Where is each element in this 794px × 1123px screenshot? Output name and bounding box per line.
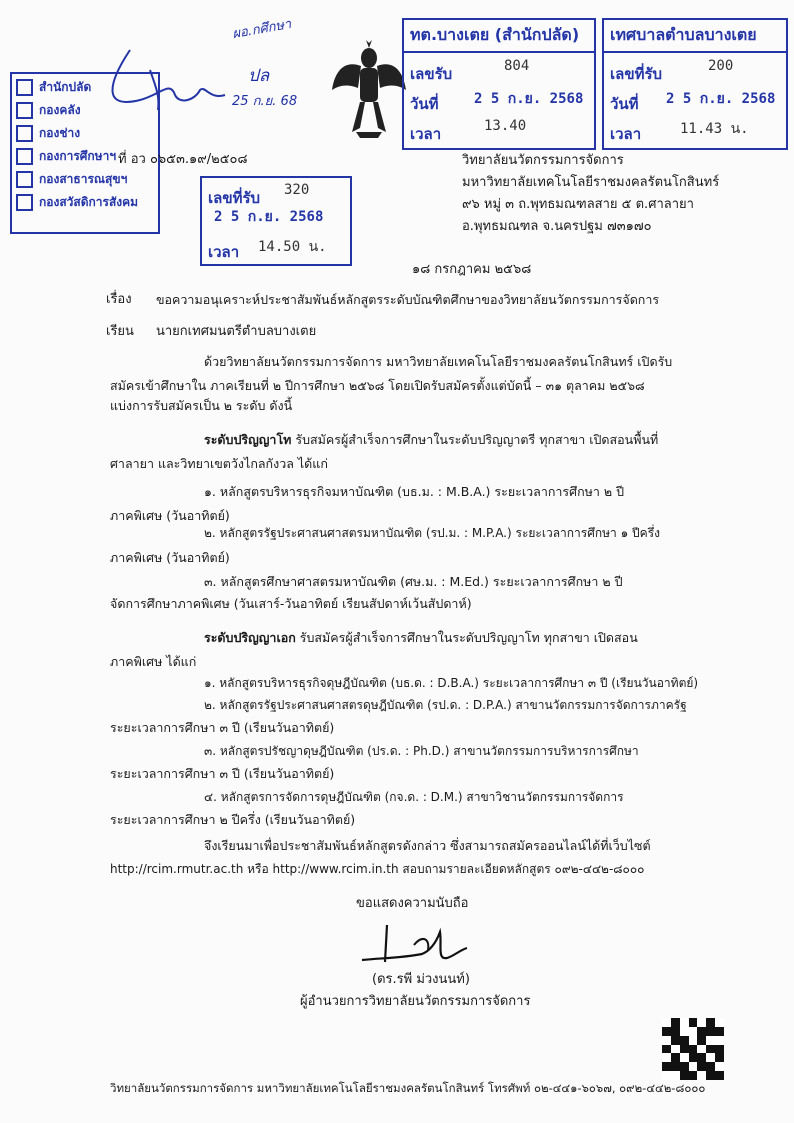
stamp-label: เลขที่รับ — [610, 65, 663, 83]
handwritten-date: 25 ก.ย. 68 — [232, 94, 298, 109]
garuda-emblem — [330, 40, 408, 140]
routing-item: กองช่าง — [16, 122, 154, 145]
masters-item: ๒. หลักสูตรรัฐประศาสนศาสตรมหาบัณฑิต (รป.ม. : M.P.A.) ระยะเวลาการศึกษา ๑ ปีครึ่ง — [204, 526, 660, 540]
letter-date: ๑๘ กรกฎาคม ๒๕๖๘ — [412, 262, 532, 277]
stamp-date: 2 5 ก.ย. 2568 — [214, 209, 324, 225]
receipt-stamp-center — [402, 18, 596, 150]
doctoral-item: ๓. หลักสูตรปรัชญาดุษฎีบัณฑิต (ปร.ด. : Ph.D.) สาขานวัตกรรมการบริหารการศึกษา — [204, 744, 639, 758]
masters-item-cont: จัดการศึกษาภาคพิเศษ (วันเสาร์-วันอาทิตย์ เรียนสัปดาห์เว้นสัปดาห์) — [110, 596, 472, 611]
routing-item: กองสวัสดิการสังคม — [16, 191, 154, 214]
closing-line: http://rcim.rmutr.ac.th หรือ http://www.rcim.in.th สอบถามรายละเอียดหลักสูตร ๐๙๒-๔๔๒-๘๐๐๐ — [110, 862, 645, 876]
checkbox-icon — [16, 171, 33, 188]
stamp-title: ทต.บางเตย (สำนักปลัด) — [404, 20, 594, 53]
masters-heading: ระดับปริญญาโท — [204, 432, 292, 447]
stamp-time: 13.40 — [484, 118, 527, 134]
masters-item: ๓. หลักสูตรศึกษาศาสตรมหาบัณฑิต (ศษ.ม. : M.Ed.) ระยะเวลาการศึกษา ๒ ปี — [204, 574, 623, 589]
doctoral-item-cont: ระยะเวลาการศึกษา ๒ ปีครึ่ง (เรียนวันอาทิตย์) — [110, 812, 356, 827]
masters-desc-cont: ศาลายา และวิทยาเขตวังไกลกังวล ได้แก่ — [110, 456, 328, 471]
receipt-stamp-right — [602, 18, 788, 150]
doctoral-item: ๒. หลักสูตรรัฐประศาสนศาสตรดุษฎีบัณฑิต (รป.ด. : D.P.A.) สาขานวัตกรรมการจัดการภาครัฐ — [204, 698, 687, 712]
stamp-label: วันที่ — [410, 95, 439, 113]
to-text: นายกเทศมนตรีตำบลบางเตย — [156, 324, 317, 339]
routing-item: สำนักปลัด — [16, 76, 154, 99]
stamp-label: เลขที่รับ — [208, 189, 261, 207]
stamp-label: วันที่ — [610, 95, 639, 113]
masters-item-cont: ภาคพิเศษ (วันอาทิตย์) — [110, 508, 230, 523]
handwritten-signature — [100, 40, 240, 120]
stamp-time: 11.43 น. — [680, 121, 749, 137]
address-line: วิทยาลัยนวัตกรรมการจัดการ — [462, 153, 624, 168]
stamp-title: เทศบาลตำบลบางเตย — [604, 20, 786, 53]
stamp-date: 2 5 ก.ย. 2568 — [474, 91, 584, 107]
routing-item: กองคลัง — [16, 99, 154, 122]
intro-line: แบ่งการรับสมัครเป็น ๒ ระดับ ดังนี้ — [110, 398, 293, 413]
subject-text: ขอความอนุเคราะห์ประชาสัมพันธ์หลักสูตรระดับบัณฑิตศึกษาของวิทยาลัยนวัตกรรมการจัดการ — [156, 292, 660, 307]
stamp-received-no: 200 — [708, 58, 734, 74]
doctoral-item-cont: ระยะเวลาการศึกษา ๓ ปี (เรียนวันอาทิตย์) — [110, 766, 335, 781]
doctoral-desc: รับสมัครผู้สำเร็จการศึกษาในระดับปริญญาโท ทุกสาขา เปิดสอน — [295, 630, 638, 645]
checkbox-icon — [16, 148, 33, 165]
receipt-stamp-left — [200, 176, 352, 266]
closing-line: จึงเรียนมาเพื่อประชาสัมพันธ์หลักสูตรดังกล่าว ซึ่งสามารถสมัครออนไลน์ได้ที่เว็บไซต์ — [204, 838, 651, 853]
masters-heading-line — [204, 432, 658, 447]
subject-label: เรื่อง — [106, 292, 132, 307]
masters-item: ๑. หลักสูตรบริหารธุรกิจมหาบัณฑิต (บธ.ม. : M.B.A.) ระยะเวลาการศึกษา ๒ ปี — [204, 484, 625, 499]
regards: ขอแสดงความนับถือ — [356, 896, 469, 911]
handwritten-note: ปล — [248, 66, 270, 86]
stamp-label: เลขรับ — [410, 65, 453, 83]
stamp-label: เวลา — [610, 125, 642, 143]
stamp-label: เวลา — [208, 243, 240, 261]
stamp-label: เวลา — [410, 125, 442, 143]
doctoral-item-cont: ระยะเวลาการศึกษา ๓ ปี (เรียนวันอาทิตย์) — [110, 720, 335, 735]
doctoral-heading-line — [204, 630, 638, 645]
reference-number: ที่ อว ๐๖๕๓.๑๙/๒๕๐๘ — [118, 152, 248, 167]
masters-item-cont: ภาคพิเศษ (วันอาทิตย์) — [110, 550, 230, 565]
to-label: เรียน — [106, 324, 134, 339]
signature-image — [352, 920, 472, 970]
handwritten-note: ผอ.กศึกษา — [231, 16, 293, 43]
checkbox-icon — [16, 102, 33, 119]
footer-text: วิทยาลัยนวัตกรรมการจัดการ มหาวิทยาลัยเทคโนโลยีราชมงคลรัตนโกสินทร์ โทรศัพท์ ๐๒-๔๔๑-๖๐๖๗, ๐๙๒-๔๔๒-๘๐๐๐ — [110, 1081, 706, 1095]
doctoral-heading: ระดับปริญญาเอก — [204, 630, 296, 645]
doctoral-item: ๑. หลักสูตรบริหารธุรกิจดุษฎีบัณฑิต (บธ.ด. : D.B.A.) ระยะเวลาการศึกษา ๓ ปี (เรียนวันอาทิตย์) — [204, 676, 699, 690]
signatory-name: (ดร.รพี ม่วงนนท์) — [372, 972, 470, 987]
doctoral-item: ๔. หลักสูตรการจัดการดุษฎีบัณฑิต (กจ.ด. : D.M.) สาขาวิชานวัตกรรมการจัดการ — [204, 790, 624, 804]
intro-line: ด้วยวิทยาลัยนวัตกรรมการจัดการ มหาวิทยาลัยเทคโนโลยีราชมงคลรัตนโกสินทร์ เปิดรับ — [204, 354, 673, 369]
address-line: มหาวิทยาลัยเทคโนโลยีราชมงคลรัตนโกสินทร์ — [462, 175, 720, 190]
stamp-received-no: 320 — [284, 182, 310, 198]
routing-item: กองการศึกษาฯ — [16, 145, 154, 168]
intro-line: สมัครเข้าศึกษาใน ภาคเรียนที่ ๒ ปีการศึกษา ๒๕๖๘ โดยเปิดรับสมัครตั้งแต่บัดนี้ – ๓๑ ตุลาคม ๒๕๖๘ — [110, 378, 645, 393]
checkbox-icon — [16, 125, 33, 142]
checkbox-icon — [16, 194, 33, 211]
doctoral-desc-cont: ภาคพิเศษ ได้แก่ — [110, 654, 197, 669]
sender-address — [462, 150, 719, 238]
address-line: อ.พุทธมณฑล จ.นครปฐม ๗๓๑๗๐ — [462, 219, 652, 234]
address-line: ๙๖ หมู่ ๓ ถ.พุทธมณฑลสาย ๕ ต.ศาลายา — [462, 197, 694, 212]
checkbox-icon — [16, 79, 33, 96]
signatory-position: ผู้อำนวยการวิทยาลัยนวัตกรรมการจัดการ — [300, 994, 531, 1009]
masters-desc: รับสมัครผู้สำเร็จการศึกษาในระดับปริญญาตรี ทุกสาขา เปิดสอนพื้นที่ — [291, 432, 659, 447]
qr-code-icon — [662, 1018, 724, 1080]
routing-item: กองสาธารณสุขฯ — [16, 168, 154, 191]
stamp-time: 14.50 น. — [258, 239, 327, 255]
stamp-date: 2 5 ก.ย. 2568 — [666, 91, 776, 107]
stamp-received-no: 804 — [504, 58, 530, 74]
